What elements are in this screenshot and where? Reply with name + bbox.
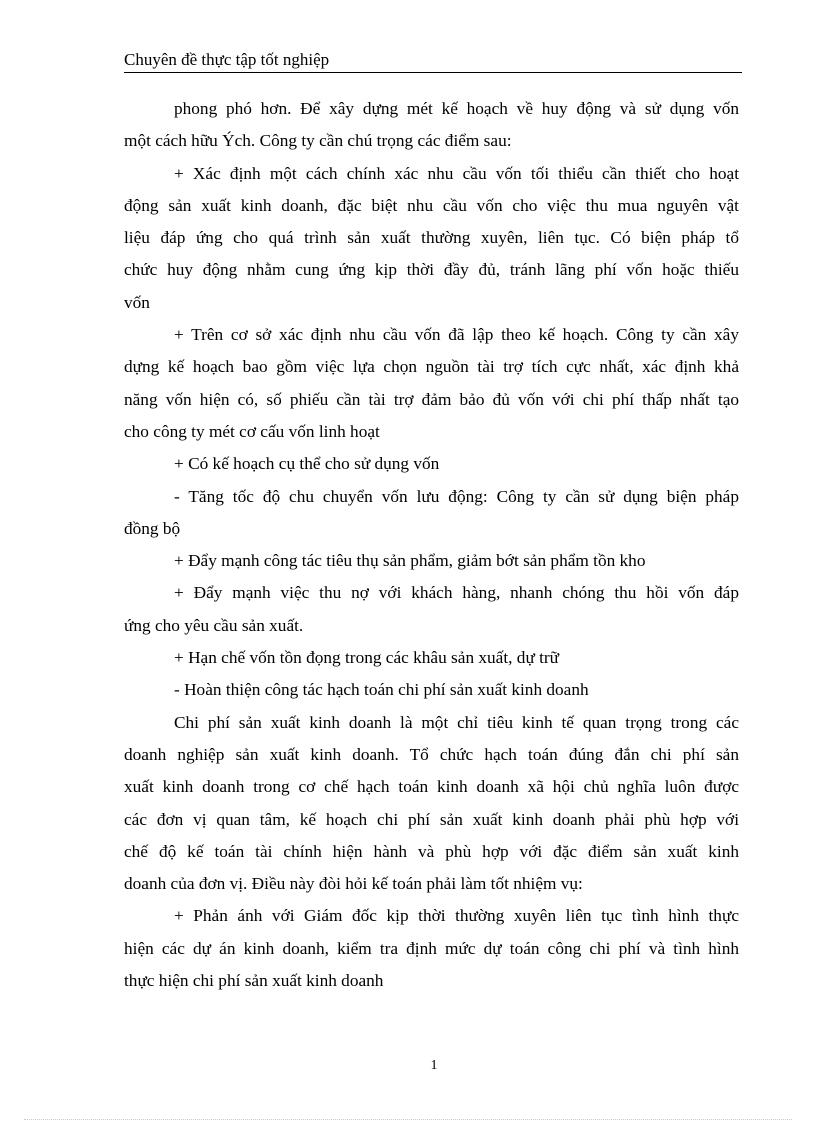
- paragraph-line: - Tăng tốc độ chu chuyển vốn lưu động: Công ty cần sử dụng biện pháp: [174, 486, 739, 506]
- paragraph-line: liệu đáp ứng cho quá trình sản xuất thường xuyên, liên tục. Có biện pháp tổ: [124, 228, 739, 248]
- paragraph-line: + Có kế hoạch cụ thể cho sử dụng vốn: [174, 454, 440, 474]
- paragraph-line: + Hạn chế vốn tồn đọng trong các khâu sản xuất, dự trữ: [174, 648, 560, 668]
- paragraph-line: các đơn vị quan tâm, kế hoạch chi phí sản xuất kinh doanh phải phù hợp với: [124, 809, 739, 829]
- paragraph-line: cho công ty mét cơ cấu vốn linh hoạt: [124, 421, 380, 441]
- paragraph-line: thực hiện chi phí sản xuất kinh doanh: [124, 971, 384, 991]
- paragraph: [124, 93, 739, 158]
- paragraph-line: + Xác định một cách chính xác nhu cầu vốn tối thiểu cần thiết cho hoạt: [174, 163, 739, 183]
- paragraph: [124, 900, 739, 997]
- paragraph-line: doanh của đơn vị. Điều này đòi hỏi kế toán phải làm tốt nhiệm vụ:: [124, 874, 583, 894]
- paragraph: [124, 448, 739, 480]
- page-header: [124, 50, 742, 73]
- page-bottom-divider: [24, 1119, 792, 1120]
- paragraph: [124, 158, 739, 319]
- paragraph-line: năng vốn hiện có, số phiếu cần tài trợ đảm bảo đủ vốn với chi phí thấp nhất tạo: [124, 389, 739, 409]
- header-title: Chuyên đề thực tập tốt nghiệp: [124, 50, 330, 69]
- paragraph: [124, 642, 739, 674]
- paragraph-line: chức huy động nhằm cung ứng kịp thời đầy đủ, tránh lãng phí vốn hoặc thiếu: [124, 260, 739, 280]
- paragraph-line: ứng cho yêu cầu sản xuất.: [124, 615, 304, 635]
- paragraph-line: Chi phí sản xuất kinh doanh là một chỉ tiêu kinh tế quan trọng trong các: [174, 712, 739, 732]
- paragraph-line: động sản xuất kinh doanh, đặc biệt nhu cầu vốn cho việc thu mua nguyên vật: [124, 195, 739, 215]
- paragraph-line: dựng kế hoạch bao gồm việc lựa chọn nguồn tài trợ tích cực nhất, xác định khả: [124, 357, 739, 377]
- paragraph-line: đồng bộ: [124, 518, 181, 538]
- paragraph-line: xuất kinh doanh trong cơ chế hạch toán kinh doanh xã hội chủ nghĩa luôn được: [124, 777, 739, 797]
- paragraph-line: phong phó hơn. Để xây dựng mét kế hoạch về huy động và sử dụng vốn: [174, 99, 739, 118]
- paragraph-line: vốn: [124, 292, 150, 312]
- paragraph-line: - Hoàn thiện công tác hạch toán chi phí sản xuất kinh doanh: [174, 680, 589, 700]
- paragraph-line: + Đẩy mạnh công tác tiêu thụ sản phẩm, giảm bớt sản phẩm tồn kho: [174, 551, 646, 571]
- page-number: 1: [430, 1058, 438, 1073]
- paragraph-line: hiện các dự án kinh doanh, kiểm tra định mức dự toán công chi phí và tình hình: [124, 938, 739, 958]
- paragraph-line: một cách hữu Ých. Công ty cần chú trọng các điểm sau:: [124, 131, 512, 151]
- document-body: [124, 93, 739, 997]
- paragraph-line: + Đẩy mạnh việc thu nợ với khách hàng, nhanh chóng thu hồi vốn đáp: [174, 583, 739, 603]
- paragraph: [124, 577, 739, 642]
- paragraph: [124, 481, 739, 546]
- paragraph: [124, 545, 739, 577]
- paragraph-line: chế độ kế toán tài chính hiện hành và phù hợp với đặc điểm sản xuất kinh: [124, 841, 739, 861]
- paragraph-line: doanh nghiệp sản xuất kinh doanh. Tổ chức hạch toán đúng đắn chi phí sản: [124, 744, 739, 764]
- paragraph-line: + Trên cơ sở xác định nhu cầu vốn đã lập theo kế hoạch. Công ty cần xây: [174, 325, 739, 345]
- paragraph-line: + Phản ánh với Giám đốc kịp thời thường xuyên liên tục tình hình thực: [174, 906, 739, 926]
- paragraph: [124, 319, 739, 448]
- paragraph: [124, 707, 739, 901]
- paragraph: [124, 674, 739, 706]
